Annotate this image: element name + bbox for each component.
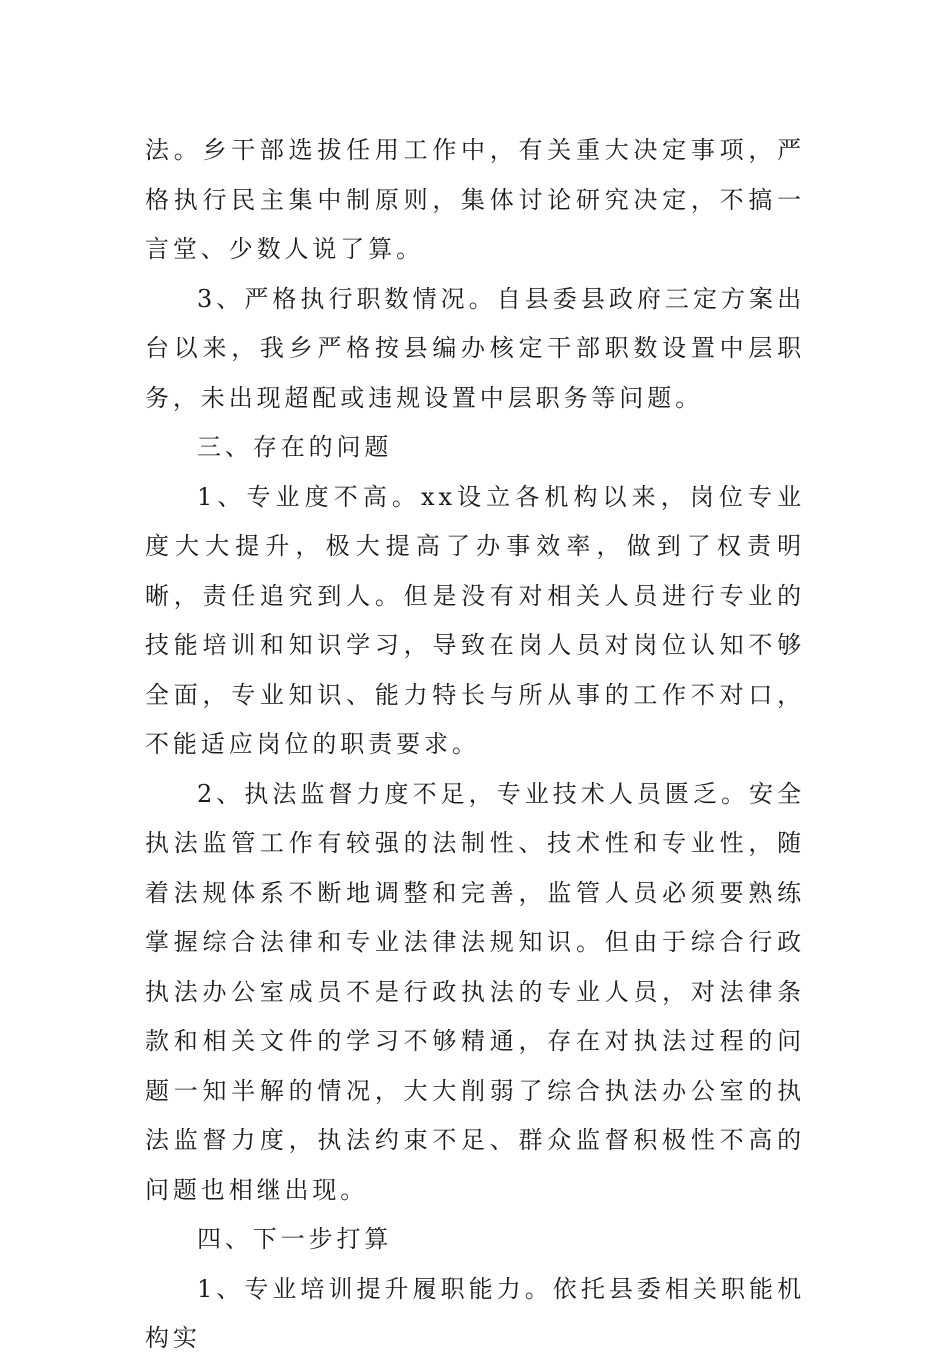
heading-existing-problems: 三、存在的问题 bbox=[197, 433, 393, 461]
heading-next-steps: 四、下一步打算 bbox=[197, 1225, 393, 1253]
paragraph-continuation: 法。乡干部选拔任用工作中，有关重大决定事项，严格执行民主集中制原则，集体讨论研究决定，不搞一言堂、少数人说了算。 bbox=[145, 136, 805, 263]
document-body bbox=[145, 126, 805, 1364]
paragraph-low-professionalism: 1、专业度不高。xx设立各机构以来，岗位专业度大大提升，极大提高了办事效率，做到了权责明晰，责任追究到人。但是没有对相关人员进行专业的技能培训和知识学习，导致在岗人员对岗位认知不够全面，专业知识、能力特长与所从事的工作不对口，不能适应岗位的职责要求。 bbox=[145, 482, 805, 758]
paragraph-professional-training: 1、专业培训提升履职能力。依托县委相关职能机构实 bbox=[145, 1274, 805, 1352]
paragraph-staffing-quota: 3、严格执行职数情况。自县委县政府三定方案出台以来，我乡严格按县编办核定干部职数设置中层职务，未出现超配或违规设置中层职务等问题。 bbox=[145, 284, 805, 412]
paragraph-enforcement-supervision: 2、执法监督力度不足，专业技术人员匮乏。安全执法监管工作有较强的法制性、技术性和专业性，随着法规体系不断地调整和完善，监管人员必须要熟练掌握综合法律和专业法律法规知识。但由于综合行政执法办公室成员不是行政执法的专业人员，对法律条款和相关文件的学习不够精通，存在对执法过程的问题一知半解的情况，大大削弱了综合执法办公室的执法监督力度，执法约束不足、群众监督积极性不高的问题也相继出现。 bbox=[145, 779, 805, 1204]
